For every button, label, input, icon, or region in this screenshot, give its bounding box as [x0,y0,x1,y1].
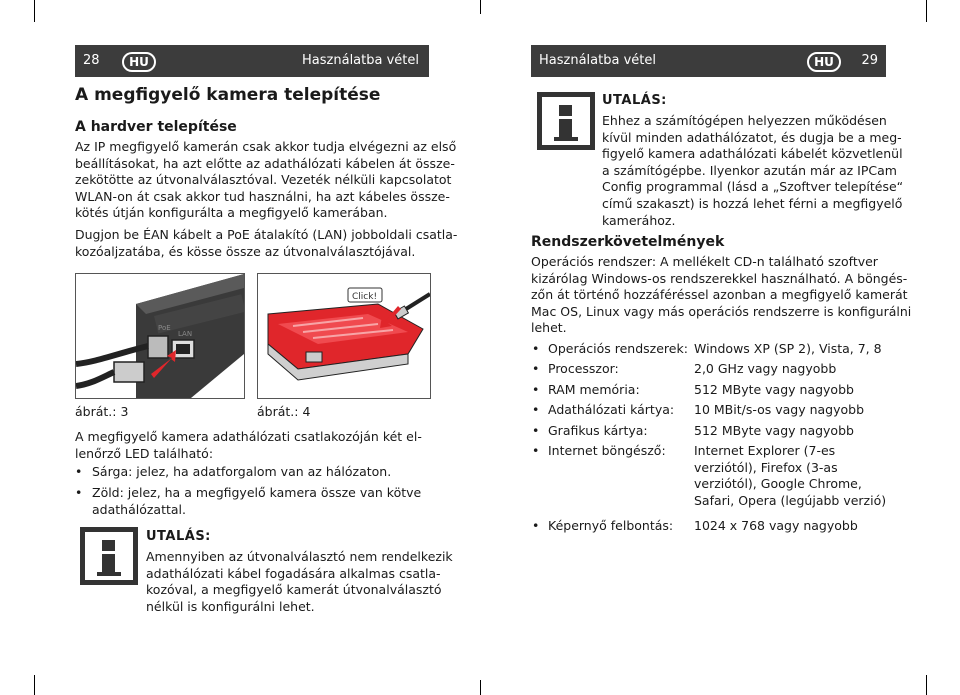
text-line: kötés útján konfigurálta a megfigyelő kamerában. [75,205,388,221]
requirement-label: Grafikus kártya: [548,423,648,438]
text-line: kozóaljzatába, és kösse össze az útvonalválasztójával. [75,243,416,259]
requirement-value: 1024 x 768 vagy nagyobb [694,518,858,533]
text-line: Operációs rendszer: A mellékelt CD-n található szoftver [531,254,878,269]
text-line: lehet. [531,320,567,336]
text-line: kozóval, a megfigyelő kamerát útvonalválasztó [146,582,442,598]
info-icon [80,527,138,585]
text-line: lenőrző LED található: [75,445,214,461]
text-line: kívül minden adathálózatot, és dugja be a meg- [602,129,902,145]
text-line: kamerához. [602,212,676,228]
text-line: figyelő kamera adathálózati kábelét közvetlenül [602,146,903,162]
text-line: a számítógépbe. Ilyenkor azután már az IPCam [602,162,897,178]
text-line: kizárólag Windows-os rendszerekkel használható. A böngés- [531,270,908,286]
list-item: • Sárga: jelez, ha adatforgalom van az hálózaton. [92,464,391,481]
crop-mark [480,0,481,14]
requirement-label: RAM memória: [548,382,640,397]
port-label: LAN [178,330,193,338]
requirement-label: Képernyő felbontás: [548,518,674,533]
figure-poe-adapter [75,273,245,399]
text-line: Mac OS, Linux vagy más operációs rendszerre is konfigurálni [531,303,912,319]
text-line: zekötötte az útvonalválasztóval. Vezeték nélküli kapcsolatot [75,172,452,188]
header-title: Használatba vétel [302,53,419,68]
text-line: című szakaszt) is hozzá lehet férni a megfigyelő [602,196,903,211]
page-number: 29 [861,53,878,68]
figure-caption: ábrát.: 4 [257,404,311,419]
right-header-bar [531,45,886,77]
router-illustration [258,274,430,398]
requirement-value: 2,0 GHz vagy nagyobb [694,361,837,376]
text-line: zőn át történő hozzáféréssel azonban a megfigyelő kamerát [531,287,908,303]
port-label: PoE [158,324,171,332]
text-line: Az IP megfigyelő kamerán csak akkor tudja elvégezni az első [75,139,457,154]
text-line: Dugjon be ÉAN kábelt a PoE átalakító (LAN) jobboldali csatla- [75,227,458,242]
crop-mark [926,0,927,22]
requirement-value: 10 MBit/s-os vagy nagyobb [694,402,865,417]
requirement-label: Processzor: [548,361,619,376]
crop-mark [480,680,481,695]
note-title: UTALÁS: [602,93,667,108]
header-title: Használatba vétel [539,53,656,68]
click-label: Click! [352,292,378,302]
left-header-bar [75,45,429,77]
crop-mark [34,675,35,695]
note-title: UTALÁS: [146,529,211,544]
text-line: adathálózati kábel fogadására alkalmas csatla- [146,565,441,581]
section-heading: Rendszerkövetelmények [531,234,725,250]
requirement-label: Adathálózati kártya: [548,402,675,417]
text-line: adathálózattal. [92,501,186,517]
info-icon [537,92,595,150]
requirement-label: Operációs rendszerek: [548,341,688,356]
requirement-value: 512 MByte vagy nagyobb [694,382,854,397]
text-line: beállításokat, ha azt előtte az adathálózati kábelen át össze- [75,155,455,171]
requirement-value: Windows XP (SP 2), Vista, 7, 8 [694,341,882,356]
requirement-value: 512 MByte vagy nagyobb [694,423,854,438]
text-line: Amennyiben az útvonalválasztó nem rendelkezik [146,549,453,564]
requirement-label: Internet böngésző: [548,443,666,458]
text-line: nélkül is konfigurálni lehet. [146,598,315,614]
poe-adapter-illustration [76,274,244,398]
text-line: A megfigyelő kamera adathálózati csatlakozóján két el- [75,429,422,444]
text-line: WLAN-on át csak akkor tud használni, ha azt kábeles össze- [75,188,450,204]
language-badge: HU [122,52,156,72]
language-badge: HU [807,52,841,72]
main-heading: A megfigyelő kamera telepítése [75,85,381,105]
text-line: Ehhez a számítógépen helyezzen működésen [602,113,887,128]
text-line: Config programmal (lásd a „Szoftver telepítése“ [602,179,904,195]
figure-router [257,273,431,399]
list-item: • Zöld: jelez, ha a megfigyelő kamera össze van kötve [92,485,421,502]
requirement-value: Internet Explorer (7-es verziótól), Firefox (3-as verziótól), Google Chrome, Safari, Opera (legújabb verzió) [694,443,887,508]
crop-mark [34,0,35,22]
page-number: 28 [83,53,100,68]
figure-caption: ábrát.: 3 [75,404,129,419]
crop-mark [926,675,927,695]
sub-heading: A hardver telepítése [75,119,237,135]
